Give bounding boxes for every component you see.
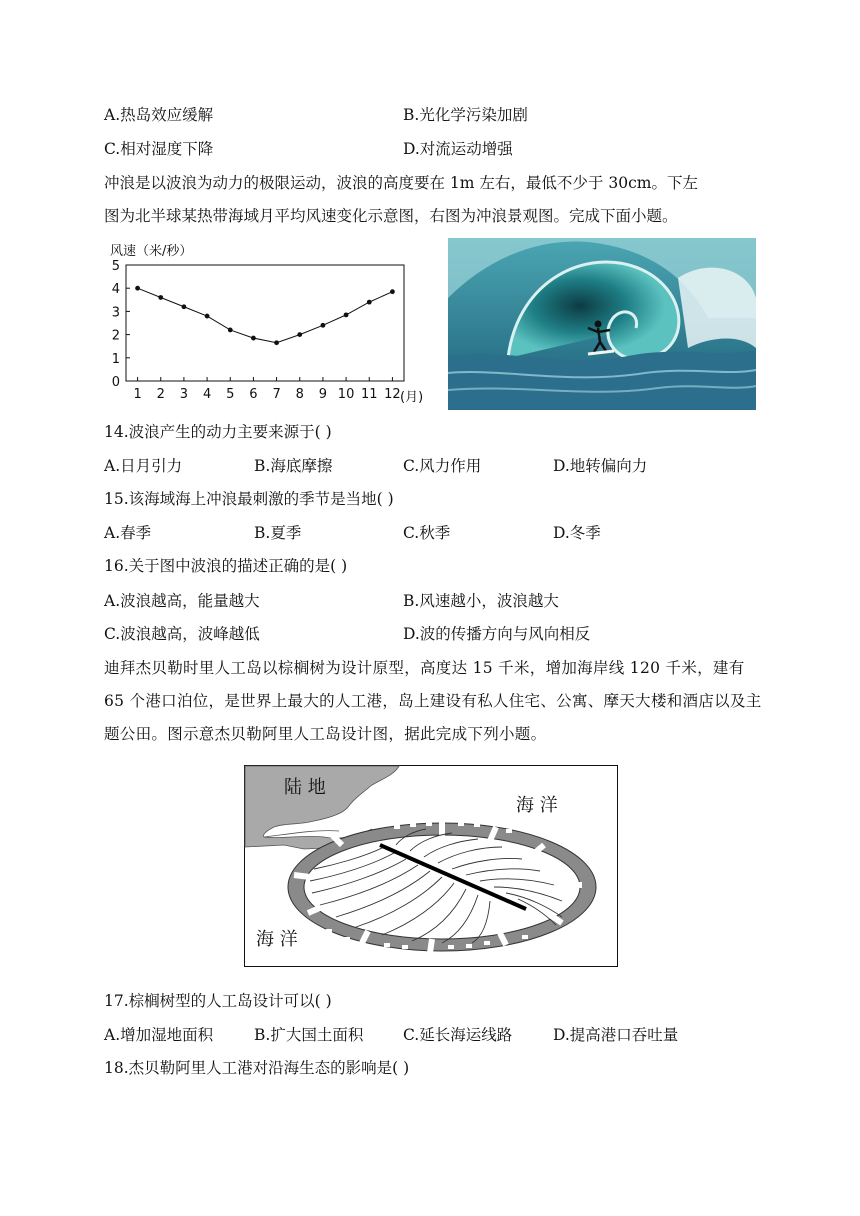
- prev-option-c: C.相对湿度下降: [104, 140, 214, 158]
- data-point: [135, 286, 140, 291]
- y-tick-label: 2: [111, 328, 120, 344]
- q14-option-c: C.风力作用: [403, 457, 482, 475]
- chart-title: 风速（米/秒）: [110, 244, 193, 259]
- x-tick-label: 4: [202, 387, 212, 402]
- surf-wave-photo: [448, 238, 756, 410]
- chart-series-line: [138, 288, 393, 343]
- q16-option-c: C.波浪越高，波峰越低: [104, 625, 260, 643]
- x-tick-label: 12: [384, 387, 401, 402]
- y-tick-label: 4: [111, 282, 120, 298]
- q16-option-a: A.波浪越高，能量越大: [104, 592, 260, 610]
- q17-stem: 17.棕榈树型的人工岛设计可以( ): [104, 992, 332, 1010]
- q15-option-b: B.夏季: [254, 524, 302, 542]
- q16-stem: 16.关于图中波浪的描述正确的是( ): [104, 557, 348, 575]
- x-tick-label: 6: [249, 387, 258, 402]
- chart-series-points: [135, 286, 395, 345]
- x-tick-label: 10: [337, 387, 355, 402]
- data-point: [274, 340, 279, 345]
- y-tick-label: 3: [111, 305, 120, 321]
- palm-island-map: [244, 765, 618, 967]
- data-point: [205, 314, 210, 319]
- surf-intro-line1: 冲浪是以波浪为动力的极限运动，波浪的高度要在 1m 左右，最低不少于 30cm。下左: [104, 174, 698, 192]
- wind-speed-chart: [104, 237, 434, 409]
- q15-option-c: C.秋季: [403, 524, 451, 542]
- x-tick-label: 7: [272, 387, 281, 402]
- prev-option-b: B.光化学污染加剧: [403, 106, 528, 124]
- q16-option-d: D.波的传播方向与风向相反: [403, 625, 591, 643]
- data-point: [321, 323, 326, 328]
- q14-stem: 14.波浪产生的动力主要来源于( ): [104, 423, 332, 441]
- q17-option-c: C.延长海运线路: [403, 1026, 513, 1044]
- q15-option-a: A.春季: [104, 524, 152, 542]
- y-tick-label: 5: [111, 259, 120, 274]
- y-tick-label: 0: [111, 375, 120, 390]
- q15-stem: 15.该海域海上冲浪最刺激的季节是当地( ): [104, 490, 394, 508]
- data-point: [251, 336, 256, 341]
- data-point: [158, 295, 163, 300]
- data-point: [390, 289, 395, 294]
- x-tick-label: 3: [179, 387, 189, 402]
- q17-option-b: B.扩大国土面积: [254, 1026, 364, 1044]
- x-tick-label: 8: [295, 387, 304, 402]
- x-tick-label: 1: [133, 387, 142, 402]
- palm-intro-paragraph: 迪拜杰贝勒时里人工岛以棕榈树为设计原型，高度达 15 千米，增加海岸线 120 千米，建有 65 个港口泊位，是世界上最大的人工港，岛上建设有私人住宅、公寓、摩天大楼和酒店以及主题公田。图示意杰贝勒阿里人工岛设计图，据此完成下列小题。: [104, 659, 762, 743]
- q14-option-a: A.日月引力: [104, 457, 183, 475]
- data-point: [228, 328, 233, 333]
- sea-label-top: 海 洋: [516, 795, 558, 816]
- q17-option-a: A.增加湿地面积: [104, 1026, 214, 1044]
- q16-option-b: B.风速越小，波浪越大: [403, 592, 559, 610]
- x-tick-label: 5: [226, 387, 235, 402]
- q14-option-b: B.海底摩擦: [254, 457, 333, 475]
- q17-option-d: D.提高港口吞吐量: [553, 1026, 679, 1044]
- chart-plot-frame: [126, 265, 404, 381]
- x-tick-label: 2: [156, 387, 165, 402]
- prev-option-d: D.对流运动增强: [403, 140, 513, 158]
- x-tick-label: 9: [318, 387, 328, 402]
- x-tick-label: 11: [360, 387, 378, 402]
- data-point: [182, 304, 187, 309]
- sea-label-bottom: 海 洋: [256, 929, 298, 950]
- data-point: [297, 332, 302, 337]
- y-tick-label: 1: [111, 351, 120, 367]
- q15-option-d: D.冬季: [553, 524, 601, 542]
- chart-y-ticks: [112, 259, 130, 390]
- data-point: [344, 312, 349, 317]
- q14-option-d: D.地转偏向力: [553, 457, 648, 475]
- land-label: 陆 地: [284, 777, 326, 798]
- prev-option-a: A.热岛效应缓解: [104, 106, 214, 124]
- data-point: [367, 300, 372, 305]
- surf-intro-line2: 图为北半球某热带海域月平均风速变化示意图，右图为冲浪景观图。完成下面小题。: [104, 207, 678, 225]
- q18-stem: 18.杰贝勒阿里人工港对沿海生态的影响是( ): [104, 1059, 410, 1077]
- chart-x-unit: (月): [400, 390, 424, 405]
